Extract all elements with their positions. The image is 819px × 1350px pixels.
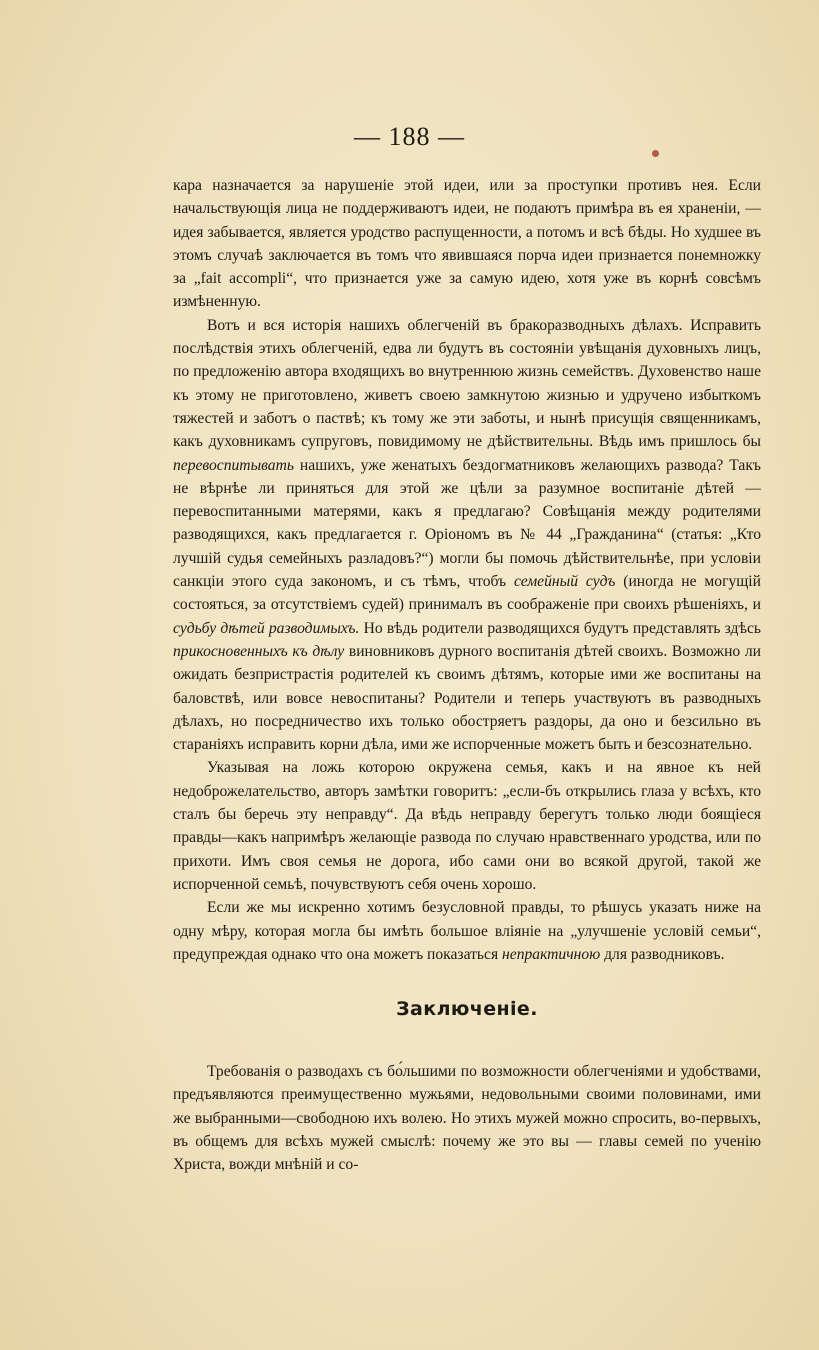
body-text: Требованія о разводахъ съ бо́льшими по возможности облегченіями и удобствами, предъявляются преимущественно мужьями, недовольными своими половинами, ими же выбранными—свободною ихъ волею. Но этихъ мужей можно спросить, во-первыхъ, въ общемъ для всѣхъ мужей смыслѣ: почему же это вы — главы семей по ученію Христа, вожди мнѣній и со- — [173, 1063, 761, 1174]
body-text: Указывая на ложь которою окружена семья, какъ и на явное къ ней недоброжелательство, авторъ замѣтки говоритъ: „если-бъ открылись глаза у всѣхъ, кто сталъ бы беречь эту неправду“. Да вѣдь неправду берегутъ только люди боящіеся правды—какъ напримѣръ желающіе развода по случаю нравственнаго уродства, или по прихоти. Имъ своя семья не дорога, ибо сами они во всякой другой, такой же испорченной семьѣ, почувствуютъ себя очень хорошо. — [173, 759, 761, 893]
emphasis-text: судьбу дѣтей разводимыхъ. — [173, 619, 360, 637]
emphasis-text: прикосновенныхъ къ дѣлу — [173, 642, 345, 660]
paragraph — [173, 896, 761, 966]
ink-spot — [652, 150, 659, 157]
body-paragraphs — [173, 174, 761, 966]
body-text: Вотъ и вся исторія нашихъ облегченій въ бракоразводныхъ дѣлахъ. Исправить послѣдствія этихъ облегченій, едва ли будутъ въ состояніи увѣщанія духовныхъ лицъ, по предложенію автора входящихъ во внутреннюю жизнь семействъ. Духовенство наше къ этому не приготовлено, живетъ своею замкнутою жизнью и удручено избыткомъ тяжестей и заботъ о паствѣ; къ тому же эти заботы, и нынѣ присущія священникамъ, какъ духовникамъ супруговъ, повидимому не дѣйствительны. Вѣдь имъ пришлось бы — [173, 316, 761, 451]
body-text: нашихъ, уже женатыхъ бездогматниковъ желающихъ развода? Такъ не вѣрнѣе ли приняться для этой же цѣли за разумное воспитаніе дѣтей — перевоспитанными матерями, какъ я предлагаю? Совѣщанія между родителями разводящихся, какъ предлагается г. Оріономъ въ № 44 „Гражданина“ (статья: „Кто лучшій судья семейныхъ разладовъ?“) могли бы помочь дѣйствительнѣе, при условіи санкціи этого суда закономъ, и съ тѣмъ, чтобъ — [173, 456, 761, 591]
emphasis-text: перевоспитывать — [173, 456, 294, 474]
body-text: виновниковъ дурного воспитанія дѣтей своихъ. Возможно ли ожидать безпристрастія родителей къ своимъ дѣтямъ, которые ими же воспитаны на баловствѣ, или вовсе невоспитаны? Родители и теперь участвуютъ въ разводныхъ дѣлахъ, но посредничество ихъ только обостряетъ раздоры, да оно и безсильно въ стараніяхъ исправить корни дѣла, ими же испорченные можетъ быть и безсознательно. — [173, 642, 761, 754]
page-number: — 188 — — [354, 122, 465, 151]
paragraph — [173, 756, 761, 896]
body-text: для разводниковъ. — [600, 945, 725, 963]
conclusion-paragraphs — [173, 1060, 761, 1176]
body-text: Если же мы искренно хотимъ безусловной правды, то рѣшусь указать ниже на одну мѣру, которая могла бы имѣть большое вліяніе на „улучшеніе условій семьи“, предупреждая однако что она можетъ показаться — [173, 899, 761, 963]
body-text: Но вѣдь родители разводящихся будутъ представлять здѣсь — [359, 619, 761, 637]
emphasis-text: непрактичною — [502, 945, 601, 963]
paragraph — [173, 1060, 761, 1176]
paragraph — [173, 314, 761, 757]
section-heading: Заключеніе. — [396, 998, 538, 1021]
paragraph — [173, 174, 761, 314]
emphasis-text: семейный судъ — [513, 573, 616, 591]
body-text: кара назначается за нарушеніе этой идеи, или за проступки противъ нея. Если начальствующія лица не поддерживаютъ идеи, не подаютъ примѣра въ ея храненіи, — идея забывается, является уродство распущенности, а потомъ и всѣ бѣды. Но худшее въ этомъ случаѣ заключается въ томъ что явившаяся порча идеи признается понемножку за „fait accompli“, что признается уже за самую идею, хотя уже въ корнѣ совсѣмъ измѣненную. — [173, 177, 761, 311]
body-text: (иногда не могущій состояться, за отсутствіемъ судей) принималъ въ соображеніе при своихъ рѣшеніяхъ, и — [173, 573, 761, 614]
text-block — [173, 174, 761, 1177]
